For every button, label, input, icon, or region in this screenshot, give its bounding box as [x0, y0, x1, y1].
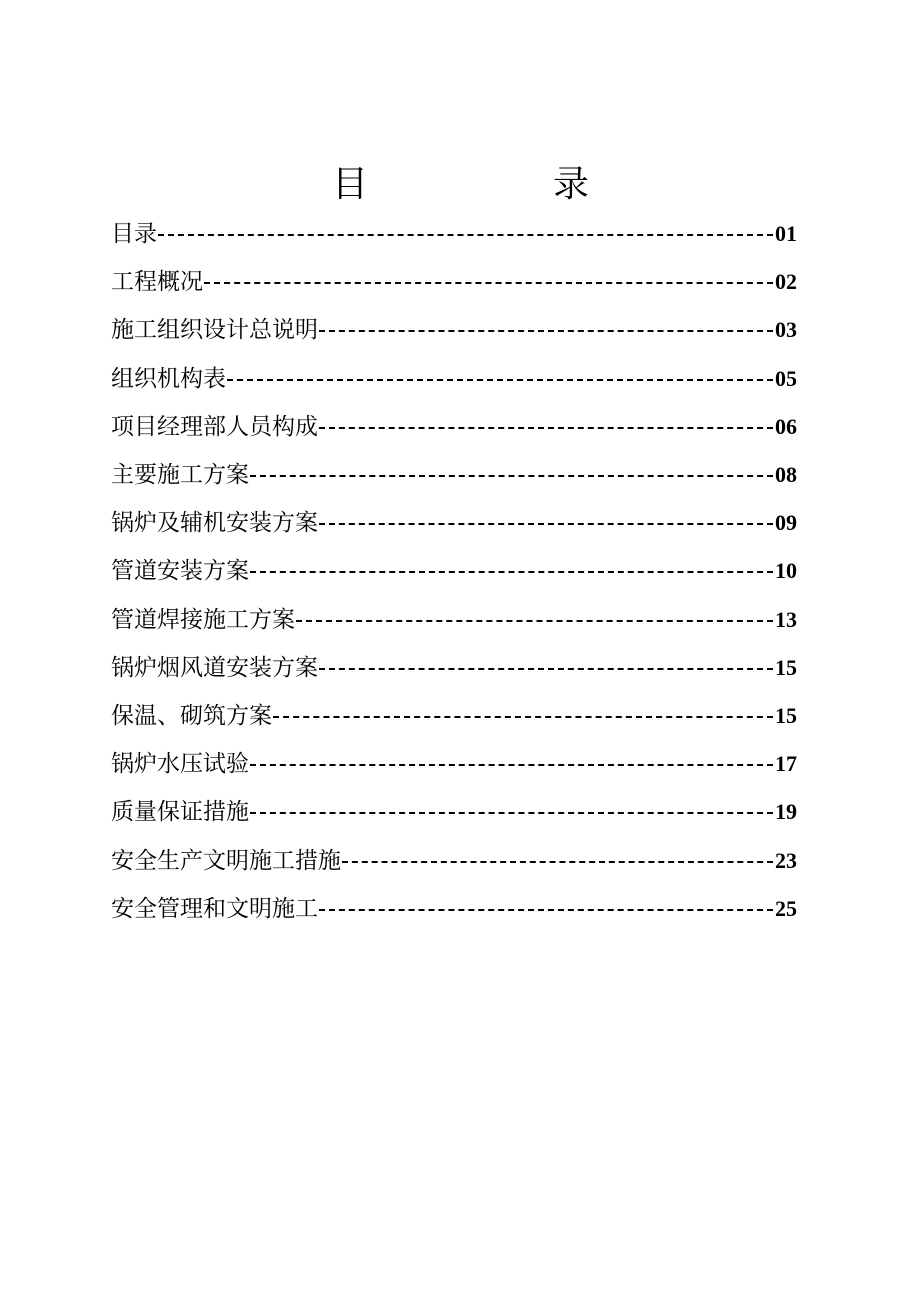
- toc-entry-page: 23: [775, 847, 797, 873]
- toc-entry-label: 锅炉及辅机安装方案: [111, 510, 318, 537]
- toc-entry-label: 锅炉水压试验: [111, 751, 249, 778]
- toc-entry-label: 质量保证措施: [111, 799, 249, 826]
- toc-entry-page: 03: [775, 317, 797, 343]
- toc-entry[interactable]: [111, 885, 797, 933]
- toc-entry-label: 管道安装方案: [111, 558, 249, 585]
- toc-entry[interactable]: [111, 258, 797, 306]
- toc-leader: [250, 764, 773, 766]
- toc-leader: [319, 909, 773, 911]
- toc-leader: [342, 861, 773, 863]
- toc-entry-label: 目录: [111, 221, 157, 248]
- toc-entry-page: 19: [775, 799, 797, 825]
- toc-leader: [319, 427, 773, 429]
- toc-entry[interactable]: [111, 692, 797, 740]
- title-char-1: 目: [332, 164, 369, 205]
- toc-leader: [158, 234, 773, 236]
- toc-entry-label: 施工组织设计总说明: [111, 317, 318, 344]
- toc-entry-label: 工程概况: [111, 269, 203, 296]
- toc-entry-page: 10: [775, 558, 797, 584]
- toc-entry[interactable]: [111, 788, 797, 836]
- toc-entry[interactable]: [111, 644, 797, 692]
- toc-entry-page: 25: [775, 895, 797, 921]
- toc-leader: [250, 812, 773, 814]
- toc-entry-page: 15: [775, 702, 797, 728]
- toc-entry-label: 保温、砌筑方案: [111, 702, 272, 729]
- toc-entry-page: 13: [775, 606, 797, 632]
- toc-entry[interactable]: [111, 355, 797, 403]
- toc-leader: [250, 571, 773, 573]
- toc-leader: [273, 716, 773, 718]
- toc-leader: [250, 475, 773, 477]
- toc-entry[interactable]: [111, 306, 797, 354]
- toc-leader: [204, 282, 773, 284]
- toc-entry-label: 安全管理和文明施工: [111, 895, 318, 922]
- toc-leader: [296, 620, 773, 622]
- toc-entry-page: 15: [775, 654, 797, 680]
- table-of-contents: [111, 210, 797, 933]
- title-char-2: 录: [553, 164, 590, 205]
- toc-entry[interactable]: [111, 451, 797, 499]
- toc-entry-page: 02: [775, 269, 797, 295]
- toc-entry-label: 管道焊接施工方案: [111, 606, 295, 633]
- toc-entry-page: 06: [775, 413, 797, 439]
- toc-entry-label: 锅炉烟风道安装方案: [111, 654, 318, 681]
- toc-leader: [319, 668, 773, 670]
- toc-leader: [227, 379, 773, 381]
- toc-entry-page: 09: [775, 510, 797, 536]
- toc-entry[interactable]: [111, 499, 797, 547]
- toc-entry-label: 项目经理部人员构成: [111, 413, 318, 440]
- toc-entry-label: 主要施工方案: [111, 462, 249, 489]
- toc-entry-label: 安全生产文明施工措施: [111, 847, 341, 874]
- toc-entry[interactable]: [111, 596, 797, 644]
- toc-entry-page: 01: [775, 221, 797, 247]
- page-title: [0, 160, 920, 210]
- toc-entry-page: 05: [775, 365, 797, 391]
- toc-entry[interactable]: [111, 547, 797, 595]
- toc-entry[interactable]: [111, 836, 797, 884]
- toc-entry[interactable]: [111, 740, 797, 788]
- toc-leader: [319, 523, 773, 525]
- toc-leader: [319, 330, 773, 332]
- toc-entry-label: 组织机构表: [111, 365, 226, 392]
- toc-entry[interactable]: [111, 210, 797, 258]
- toc-entry[interactable]: [111, 403, 797, 451]
- toc-entry-page: 08: [775, 462, 797, 488]
- toc-entry-page: 17: [775, 751, 797, 777]
